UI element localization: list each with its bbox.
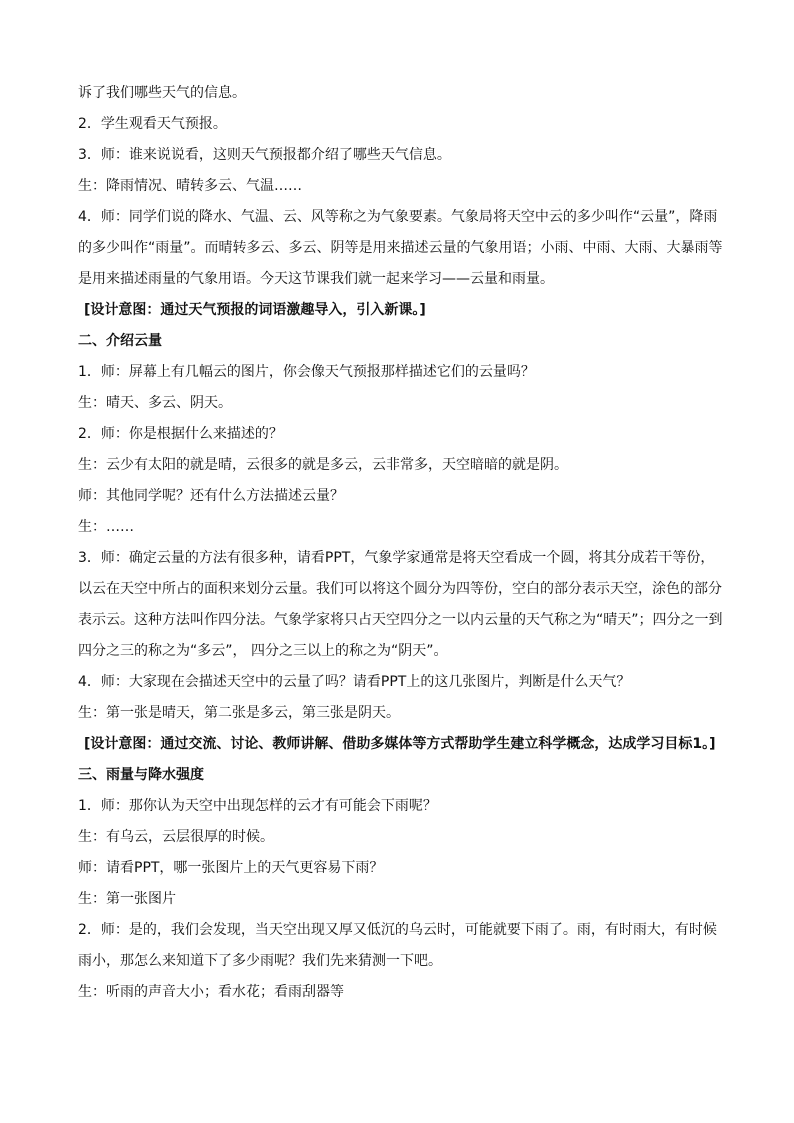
paragraph-continuation: 诉了我们哪些天气的信息。 — [78, 85, 246, 101]
paragraph-rain-answer-2: 生：第一张图片 — [78, 891, 176, 907]
paragraph-step-2: 2．学生观看天气预报。 — [78, 116, 227, 132]
design-intent-1: [设计意图：通过天气预报的词语激趣导入，引入新课。] — [84, 302, 426, 318]
paragraph-step-4: 4．师：同学们说的降水、气温、云、风等称之为气象要素。气象局将天空中云的多少叫作“云量”，降雨的多少叫作“雨量”。而晴转多云、多云、阴等是用来描述云量的气象用语；小雨、中雨、大雨、大暴雨等是用来描述雨量的气象用语。今天这节课我们就一起来学习——云量和雨量。 — [78, 209, 723, 287]
design-intent-2: [设计意图：通过交流、讨论、教师讲解、借助多媒体等方式帮助学生建立科学概念，达成学习目标1。] — [84, 736, 716, 752]
document-body — [78, 78, 728, 1008]
paragraph-rain-step-1: 1．师：那你认为天空中出现怎样的云才有可能会下雨呢？ — [78, 798, 437, 814]
paragraph-rain-answer-1: 生：有乌云，云层很厚的时候。 — [78, 829, 274, 845]
paragraph-cloud-answer-1: 生：晴天、多云、阴天。 — [78, 395, 232, 411]
paragraph-teacher-question: 师：其他同学呢？还有什么方法描述云量？ — [78, 488, 344, 504]
paragraph-student-answer: 生：降雨情况、晴转多云、气温…… — [78, 178, 302, 194]
section-heading-cloud-amount: 二、介绍云量 — [78, 333, 162, 349]
paragraph-cloud-answer-2: 生：云少有太阳的就是晴，云很多的就是多云，云非常多，天空暗暗的就是阴。 — [78, 457, 568, 473]
paragraph-cloud-step-2: 2．师：你是根据什么来描述的？ — [78, 426, 283, 442]
paragraph-rain-teacher-question: 师：请看PPT，哪一张图片上的天气更容易下雨？ — [78, 860, 384, 876]
paragraph-student-ellipsis: 生：…… — [78, 519, 134, 535]
paragraph-cloud-answer-4: 生：第一张是晴天，第二张是多云，第三张是阴天。 — [78, 705, 400, 721]
paragraph-cloud-step-3: 3．师：确定云量的方法有很多种，请看PPT，气象学家通常是将天空看成一个圆，将其分成若干等份，以云在天空中所占的面积来划分云量。我们可以将这个圆分为四等份，空白的部分表示天空，涂色的部分表示云。这种方法叫作四分法。气象学家将只占天空四分之一以内云量的天气称之为“晴天”；四分之一到四分之三的称之为“多云”， 四分之三以上的称之为“阴天”。 — [78, 550, 723, 659]
paragraph-cloud-step-1: 1．师：屏幕上有几幅云的图片，你会像天气预报那样描述它们的云量吗？ — [78, 364, 535, 380]
section-heading-rainfall: 三、雨量与降水强度 — [78, 767, 204, 783]
paragraph-step-3: 3．师：谁来说说看，这则天气预报都介绍了哪些天气信息。 — [78, 147, 451, 163]
paragraph-rain-answer-3: 生：听雨的声音大小；看水花；看雨刮器等 — [78, 984, 344, 1000]
paragraph-rain-step-2: 2．师：是的，我们会发现，当天空出现又厚又低沉的乌云时，可能就要下雨了。雨，有时雨大，有时候雨小，那怎么来知道下了多少雨呢？我们先来猜测一下吧。 — [78, 922, 717, 969]
paragraph-cloud-step-4: 4．师：大家现在会描述天空中的云量了吗？请看PPT上的这几张图片，判断是什么天气？ — [78, 674, 631, 690]
